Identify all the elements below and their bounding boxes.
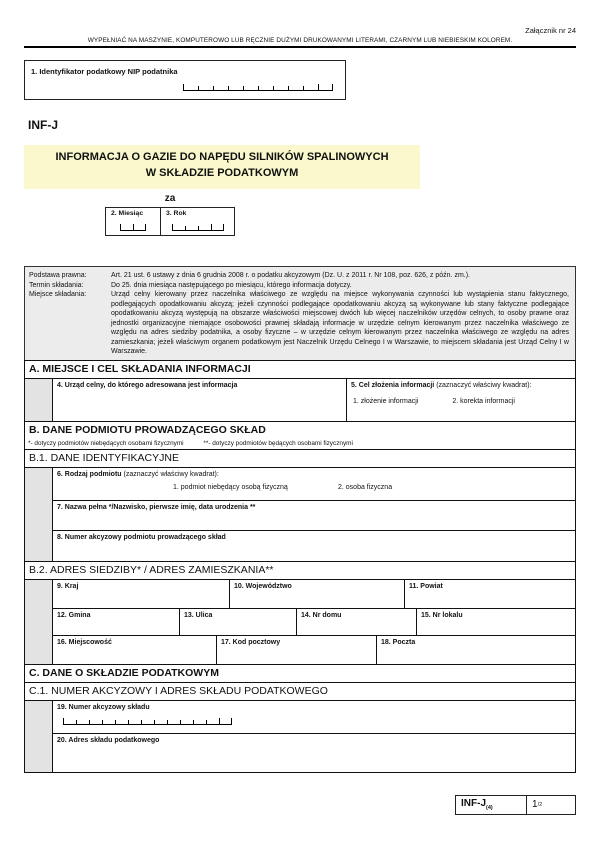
field-18-label: 18. Poczta	[381, 638, 416, 646]
section-b1-header: B.1. DANE IDENTYFIKACYJNE	[24, 449, 576, 468]
section-b-header-block	[24, 421, 576, 450]
legal-basis-label: Podstawa prawna:	[29, 272, 87, 279]
nip-label: 1. Identyfikator podatkowy NIP podatnika	[31, 67, 178, 76]
field-5-options	[353, 398, 575, 405]
margin-strip-b2	[25, 580, 53, 664]
footnote-double-asterisk: **- dotyczy podmiotów będących osobami fizycznymi	[203, 439, 353, 447]
legal-basis-text: Art. 21 ust. 6 ustawy z dnia 6 grudnia 2008 r. o podatku akcyzowym (Dz. U. z 2011 r. Nr 108, poz. 626, z późn. zm.).	[111, 272, 470, 279]
filing-place-label: Miejsce składania:	[29, 291, 87, 298]
field-6-entity-type	[53, 468, 575, 500]
section-c1-header: C.1. NUMER AKCYZOWY I ADRES SKŁADU PODATKOWEGO	[24, 682, 576, 701]
field-9-label: 9. Kraj	[57, 582, 79, 590]
field-4-label: 4. Urząd celny, do którego adresowana jest informacja	[57, 381, 238, 389]
field-11-county[interactable]	[404, 580, 575, 608]
section-c-header: C. DANE O SKŁADZIE PODATKOWYM	[24, 664, 576, 683]
field-8-label: 8. Numer akcyzowy podmiotu prowadzącego skład	[57, 533, 226, 541]
margin-strip-b1	[25, 468, 53, 561]
field-4-customs-office[interactable]	[53, 379, 346, 421]
field-14-label: 14. Nr domu	[301, 611, 342, 619]
field-16-label: 16. Miejscowość	[57, 638, 112, 646]
footer-page-number: 1 /2	[526, 796, 575, 814]
field-15-label: 15. Nr lokalu	[421, 611, 463, 619]
za-label: za	[164, 193, 176, 204]
footnote-asterisk: *- dotyczy podmiotów niebędących osobami fizycznymi	[28, 439, 184, 447]
field-16-city[interactable]	[53, 636, 216, 664]
margin-strip-c1	[25, 701, 53, 772]
month-label: 2. Miesiąc	[111, 210, 144, 217]
field-15-flat-number[interactable]	[416, 609, 575, 635]
form-title-line1: INFORMACJA O GAZIE DO NAPĘDU SILNIKÓW SPALINOWYCH	[55, 151, 389, 163]
field-19-label: 19. Numer akcyzowy składu	[57, 703, 150, 711]
year-label: 3. Rok	[166, 210, 187, 217]
field-19-warehouse-excise-number[interactable]	[53, 701, 575, 733]
field-10-label: 10. Województwo	[234, 582, 292, 590]
field-13-label: 13. Ulica	[184, 611, 213, 619]
legal-info-box	[24, 266, 576, 361]
nip-comb-input[interactable]	[183, 84, 333, 91]
form-title-line2: W SKŁADZIE PODATKOWYM	[145, 166, 299, 179]
field-14-house-number[interactable]	[296, 609, 416, 635]
page-footer	[455, 795, 576, 815]
field-20-warehouse-address[interactable]	[53, 734, 575, 772]
field-6-label: 6. Rodzaj podmiotu (zaznaczyć właściwy kwadrat):	[57, 470, 219, 478]
year-field[interactable]	[160, 208, 234, 235]
field-5-purpose	[346, 379, 575, 421]
section-a-fields	[24, 378, 576, 422]
section-c1-fields	[24, 700, 576, 773]
field-18-post-office[interactable]	[376, 636, 575, 664]
section-b2-fields	[24, 579, 576, 665]
period-fields	[105, 207, 235, 236]
footer-form-code: INF-$J_{(4)}$	[461, 798, 493, 811]
deadline-text: Do 25. dnia miesiąca następującego po miesiącu, którego informacja dotyczy.	[111, 281, 352, 289]
filing-place-text: Urząd celny kierowany przez naczelnika właściwego ze względu na miejsce wykonywania czynności lub wystąpienia stanu faktycznego, podlegających opodatkowaniu akcyzą; jeżeli czynności podlegające opodatkowaniu akcyzą są wykonywane lub stany faktyczne podlegające opodatkowaniu akcyzą występują na obszarze właściwości miejscowej dwóch lub więcej naczelników urzędów celnych, to osoby prawne oraz jednostki organizacyjne niemające osobowości prawnej składają informacje w urzędzie celnym kierowanym przez naczelnika właściwego ze względu na adres siedziby podatnika, a osoby fizyczne – w urzędzie celnym kierowanym przez naczelnika właściwego ze względu na adres zamieszkania; jeżeli właściwym organem podatkowym jest Naczelnik Urzędu Celnego I w Warszawie, to miejscem składania jest Urząd Celny I w Warszawie.	[111, 291, 569, 355]
field-9-country[interactable]	[53, 580, 229, 608]
field-17-postal-code[interactable]	[216, 636, 376, 664]
section-b1-fields	[24, 467, 576, 562]
section-a-header: A. MIEJSCE I CEL SKŁADANIA INFORMACJI	[24, 360, 576, 379]
field-11-label: 11. Powiat	[409, 582, 443, 590]
legal-basis-row	[29, 271, 569, 281]
option-correction[interactable]: 2. korekta informacji	[452, 397, 515, 405]
section-b-header: B. DANE PODMIOTU PROWADZĄCEGO SKŁAD	[29, 423, 266, 436]
field-5-label: 5. Cel złożenia informacji (zaznaczyć właściwy kwadrat):	[351, 381, 532, 389]
deadline-row	[29, 281, 569, 291]
option-individual[interactable]: 2. osoba fizyczna	[338, 483, 393, 491]
nip-field[interactable]	[24, 60, 346, 100]
field-8-excise-number[interactable]	[53, 531, 575, 561]
month-field[interactable]	[106, 208, 160, 235]
filing-place-row	[29, 290, 569, 357]
option-filing[interactable]: 1. złożenie informacji	[353, 397, 419, 405]
deadline-label: Termin składania:	[29, 281, 84, 289]
field-12-label: 12. Gmina	[57, 611, 91, 619]
field-7-full-name[interactable]	[53, 501, 575, 530]
attachment-note: Załącznik nr 24	[525, 26, 576, 35]
field-19-comb-input[interactable]	[63, 718, 575, 725]
field-12-commune[interactable]	[53, 609, 179, 635]
field-10-voivodeship[interactable]	[229, 580, 404, 608]
fill-instruction: WYPEŁNIAĆ NA MASZYNIE, KOMPUTEROWO LUB RĘCZNIE DUŻYMI DRUKOWANYMI LITERAMI, CZARNYM LUB NIEBIESKIM KOLOREM.	[24, 37, 576, 48]
option-non-individual[interactable]: 1. podmiot niebędący osobą fizyczną	[173, 483, 288, 491]
field-7-label: 7. Nazwa pełna */Nazwisko, pierwsze imię, data urodzenia **	[57, 503, 256, 511]
field-13-street[interactable]	[179, 609, 296, 635]
month-comb-input[interactable]	[120, 224, 146, 231]
margin-strip-a	[25, 379, 53, 421]
year-comb-input[interactable]	[172, 224, 224, 231]
section-b2-header: B.2. ADRES SIEDZIBY* / ADRES ZAMIESZKANIA**	[24, 561, 576, 580]
form-code: INF-J	[28, 118, 58, 132]
field-20-label: 20. Adres składu podatkowego	[57, 736, 160, 744]
form-title	[24, 145, 420, 189]
section-b-footnotes	[25, 439, 575, 449]
field-17-label: 17. Kod pocztowy	[221, 638, 281, 646]
